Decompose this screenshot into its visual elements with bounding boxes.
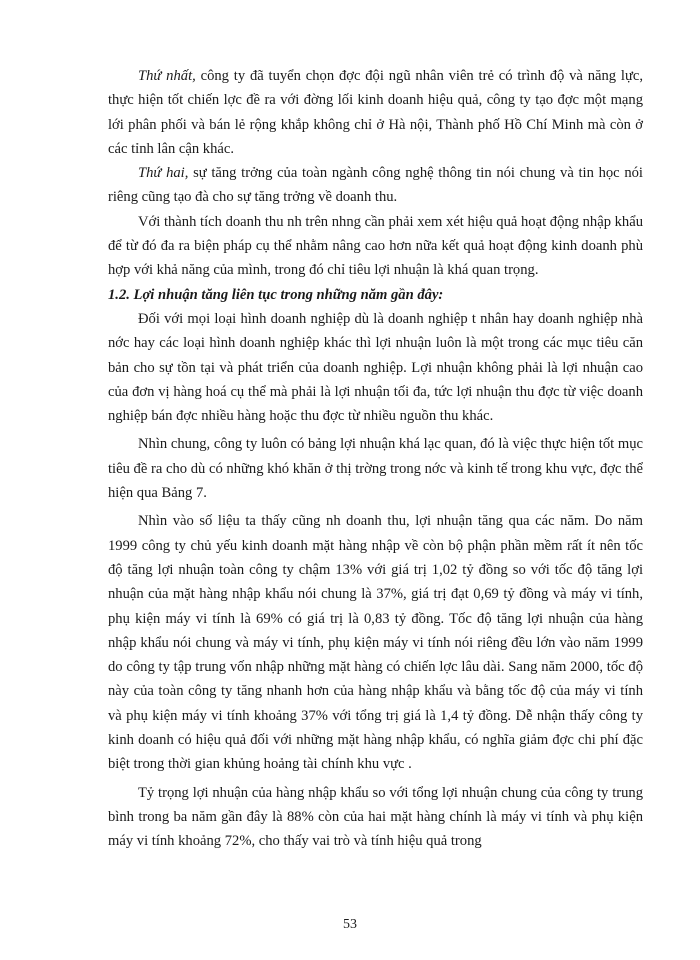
paragraph-lead: Thứ hai, <box>138 165 189 182</box>
section-heading: 1.2. Lợi nhuận tăng liên tục trong những năm gần đây: <box>108 286 444 303</box>
paragraph-profit-definition: Đối với mọi loại hình doanh nghiệp dù là doanh nghiệp t nhân hay doanh nghiệp nhà nớc hay các loại hình doanh nghiệp khác thì lợi nhuận luôn là một trong các mục tiêu căn bản cho sự tồn tại và phát triển của doanh nghiệp. Lợi nhuận không phải là lợi nhuận cao của đơn vị hàng hoá cụ thể mà phải là lợi nhuận tối đa, tức lợi nhuận thu đợc từ việc doanh nghiệp bán đợc nhiều hàng hoặc thu đợc từ nhiều nguồn thu khác. <box>108 310 643 425</box>
paragraph-lead: Thứ nhất, <box>138 68 196 84</box>
paragraph-text: công ty đã tuyển chọn đợc đội ngũ nhân viên trẻ có trình độ và năng lực, thực hiện tốt chiến lợc đề ra với đờng lối kinh doanh hiệu quả, công ty tạo đợc một mạng lới phân phối và bán lẻ rộng khắp không chỉ ở Hà nội, Thành phố Hồ Chí Minh mà còn ở các tỉnh lân cận khác. <box>108 68 643 157</box>
page-number: 53 <box>343 917 357 932</box>
paragraph-revenue-summary: Với thành tích doanh thu nh trên nhng cần phải xem xét hiệu quả hoạt động nhập khẩu để từ đó đa ra biện pháp cụ thể nhằm nâng cao hơn nữa kết quả hoạt động kinh doanh phù hợp với khả năng của mình, trong đó chỉ tiêu lợi nhuận là khá quan trọng. <box>108 213 644 279</box>
paragraph-profit-overview: Nhìn chung, công ty luôn có bảng lợi nhuận khá lạc quan, đó là việc thực hiện tốt mục tiêu đề ra cho dù có những khó khăn ở thị trờng trong nớc và kinh tế trong khu vực, đợc thể hiện qua Bảng 7. <box>108 436 643 502</box>
paragraph-text: sự tăng trởng của toàn ngành công nghệ thông tin nói chung và tin học nói riêng cũng tạo đà cho sự tăng trởng về doanh thu. <box>108 165 643 206</box>
paragraph-second-point <box>108 161 643 210</box>
document-body <box>108 64 643 854</box>
paragraph-profit-analysis: Nhìn vào số liệu ta thấy cũng nh doanh thu, lợi nhuận tăng qua các năm. Do năm 1999 công ty chủ yếu kinh doanh mặt hàng nhập về còn bộ phận phần mềm rất ít nên tốc độ tăng lợi nhuận toàn công ty chậm 13% với giá trị 1,02 tỷ đồng so với tốc độ tăng lợi nhuận của mặt hàng nhập khẩu nói chung là 37%, giá trị đạt 0,69 tỷ đồng và máy vi tính, phụ kiện máy vi tính là 69% có giá trị là 0,83 tỷ đồng. Tốc độ tăng lợi nhuận của hàng nhập khẩu nói chung và máy vi tính, phụ kiện máy vi tính nói riêng đều lớn vào năm 1999 do công ty tập trung vốn nhập những mặt hàng có chiến lợc lâu dài. Sang năm 2000, tốc độ này của toàn công ty tăng nhanh hơn của hàng nhập khẩu và bằng tốc độ của máy vi tính và phụ kiện máy vi tính khoảng 37% với tổng trị giá là 1,4 tỷ đồng. Dễ nhận thấy công ty kinh doanh có hiệu quả đối với những mặt hàng nhập khẩu, có nghĩa giảm đợc chi phí đặc biệt trong thời gian khủng hoảng tài chính khu vực . <box>108 513 643 773</box>
paragraph-profit-share: Tỷ trọng lợi nhuận của hàng nhập khẩu so với tổng lợi nhuận chung của công ty trung bình trong ba năm gần đây là 88% còn của hai mặt hàng chính là máy vi tính và phụ kiện máy vi tính khoảng 72%, cho thấy vai trò và tính hiệu quả trong <box>108 784 643 850</box>
paragraph-first-point <box>108 64 643 161</box>
